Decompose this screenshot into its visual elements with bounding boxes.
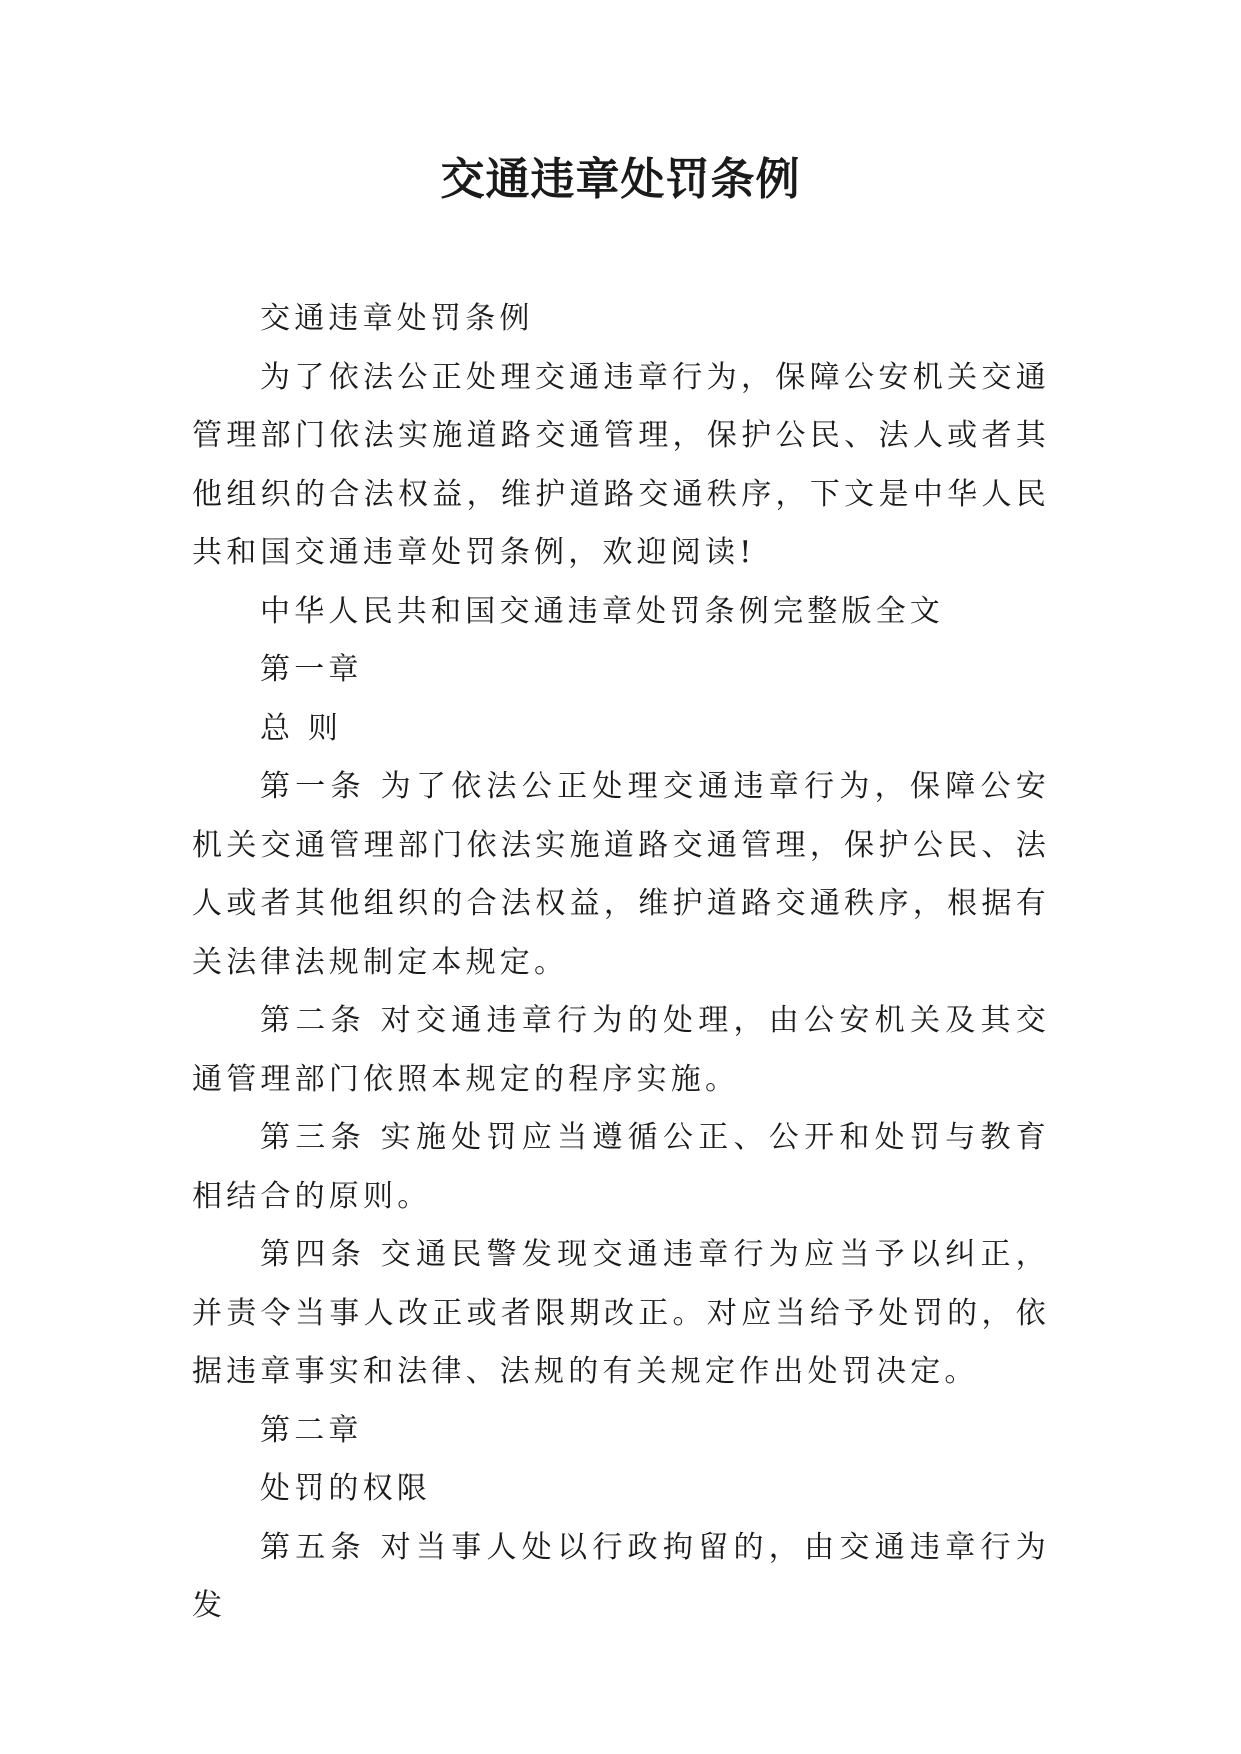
document-body bbox=[192, 290, 1050, 1636]
paragraph-fulltext-title: 中华人民共和国交通违章处罚条例完整版全文 bbox=[260, 593, 944, 629]
chapter-2-number: 第二章 bbox=[260, 1412, 363, 1448]
chapter-1-number: 第一章 bbox=[260, 652, 363, 687]
article-1: 第一条 为了依法公正处理交通违章行为，保障公安机关交通管理部门依法实施道路交通管理，保护公民、法人或者其他组织的合法权益，维护道路交通秩序，根据有关法律法规制定本规定。 bbox=[192, 769, 1050, 980]
chapter-2-title: 处罚的权限 bbox=[260, 1471, 431, 1506]
article-2: 第二条 对交通违章行为的处理，由公安机关及其交通管理部门依照本规定的程序实施。 bbox=[192, 1003, 1050, 1097]
article-4: 第四条 交通民警发现交通违章行为应当予以纠正，并责令当事人改正或者限期改正。对应当给予处罚的，依据违章事实和法律、法规的有关规定作出处罚决定。 bbox=[192, 1237, 1050, 1389]
paragraph-heading: 交通违章处罚条例 bbox=[260, 301, 534, 336]
article-5: 第五条 对当事人处以行政拘留的，由交通违章行为发 bbox=[192, 1529, 1050, 1623]
article-3: 第三条 实施处罚应当遵循公正、公开和处罚与教育相结合的原则。 bbox=[192, 1120, 1050, 1214]
document-title: 交通违章处罚条例 bbox=[440, 154, 801, 205]
chapter-1-title: 总 则 bbox=[260, 710, 343, 746]
paragraph-intro: 为了依法公正处理交通违章行为，保障公安机关交通管理部门依法实施道路交通管理，保护公民、法人或者其他组织的合法权益，维护道路交通秩序，下文是中华人民共和国交通违章处罚条例，欢迎阅读! bbox=[192, 359, 1050, 570]
